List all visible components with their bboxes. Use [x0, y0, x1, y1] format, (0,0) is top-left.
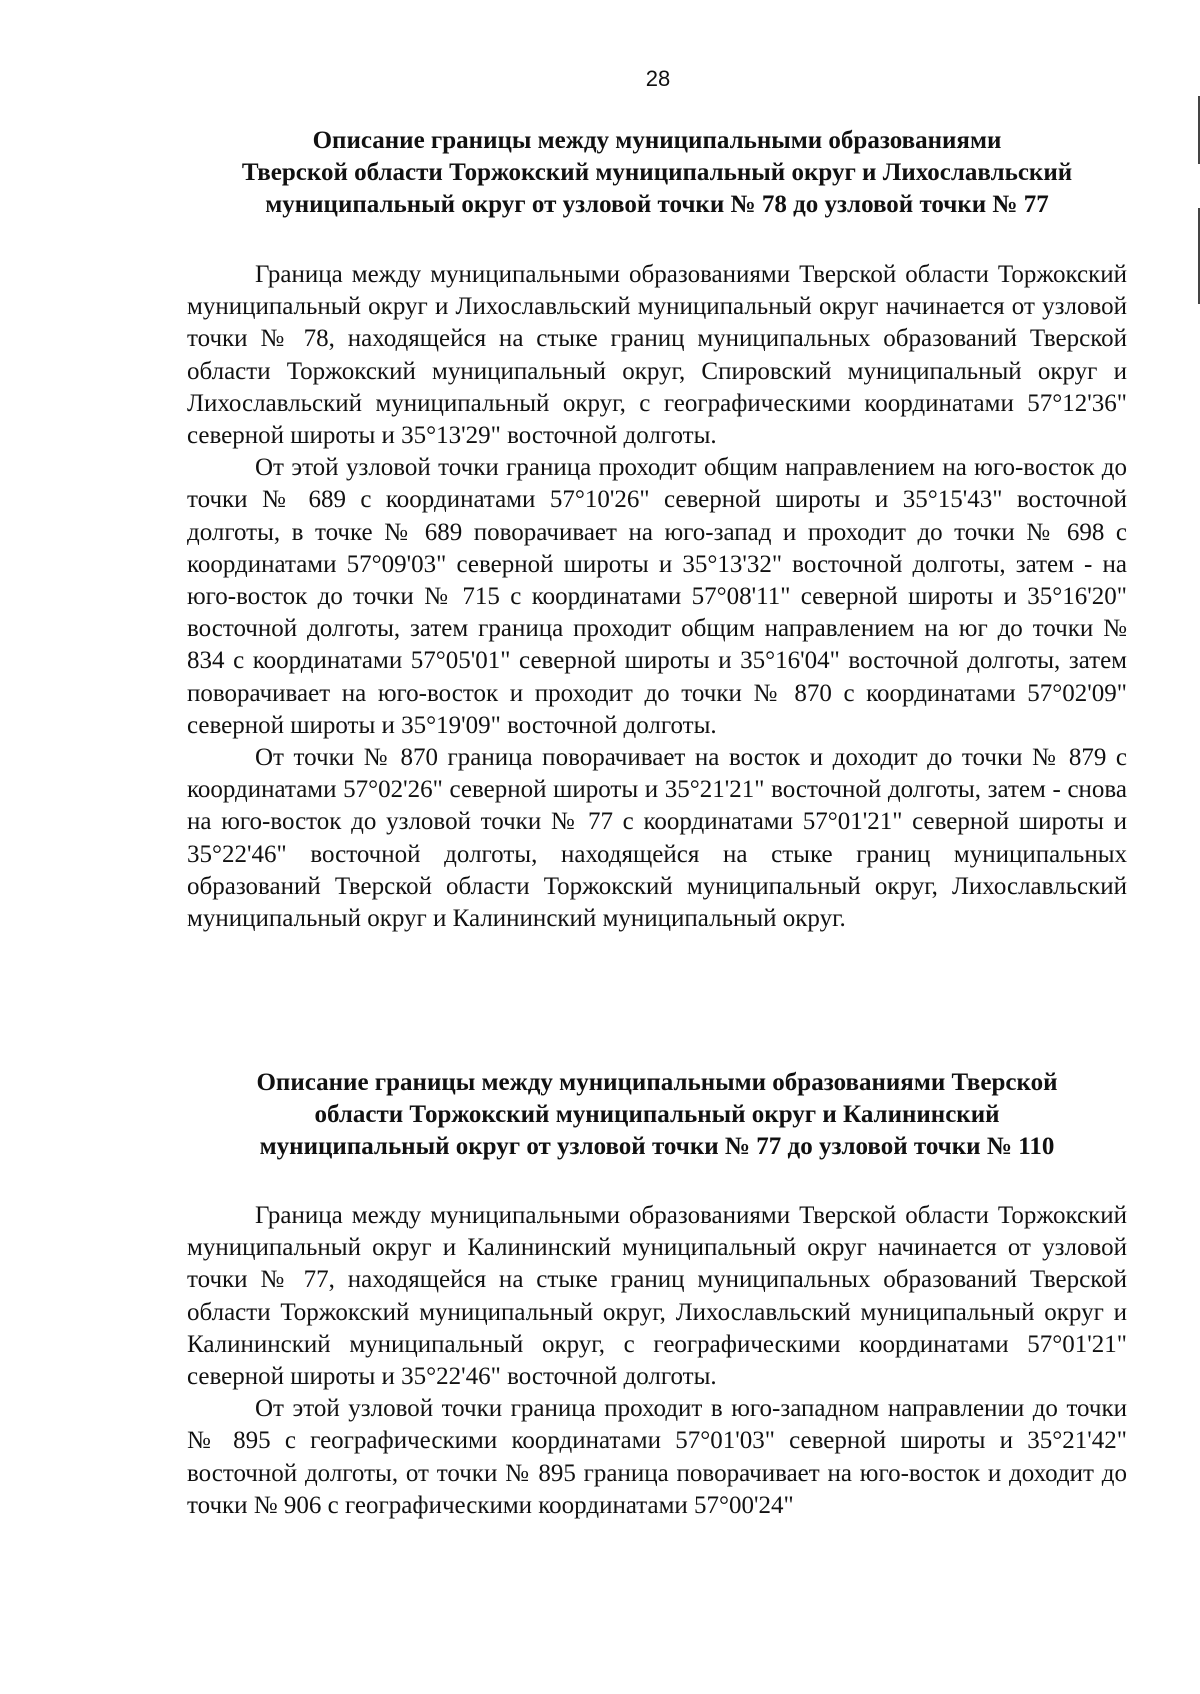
paragraph: От этой узловой точки граница проходит общим направлением на юго-восток до точки № 689 с координатами 57°10'26" северной широты и 35°15'43" восточной долготы, в точке № 689 поворачивает на юго-запад и проходит до точки № 698 с координатами 57°09'03" северной широты и 35°13'32" восточной долготы, затем - на юго-восток до точки № 715 с координатами 57°08'11" северной широты и 35°16'20" восточной долготы, затем граница проходит общим направлением на юг до точки № 834 с координатами 57°05'01" северной широты и 35°16'04" восточной долготы, затем поворачивает на юго-восток и проходит до точки № 870 с координатами 57°02'09" северной широты и 35°19'09" восточной долготы. [187, 454, 1127, 739]
heading-line: муниципальный округ от узловой точки № 77 до узловой точки № 110 [259, 1133, 1055, 1160]
heading-line: области Торжокский муниципальный округ и Калининский [314, 1101, 1000, 1128]
section-body [187, 259, 1127, 935]
section-boundary-78-77 [187, 125, 1127, 935]
heading-line: Описание границы между муниципальными образованиями [312, 127, 1002, 154]
page-number: 28 [645, 66, 671, 91]
heading-line: Описание границы между муниципальными образованиями Тверской [256, 1069, 1058, 1096]
paragraph: Граница между муниципальными образованиями Тверской области Торжокский муниципальный округ и Лихославльский муниципальный округ начинается от узловой точки № 78, находящейся на стыке границ муниципальных образований Тверской области Торжокский муниципальный округ, Спировский муниципальный округ и Лихославльский муниципальный округ, с географическими координатами 57°12'36" северной широты и 35°13'29" восточной долготы. [187, 261, 1127, 450]
heading-line: муниципальный округ от узловой точки № 78 до узловой точки № 77 [265, 191, 1049, 218]
section-heading [187, 1067, 1127, 1163]
paragraph: Граница между муниципальными образованиями Тверской области Торжокский муниципальный округ и Калининский муниципальный округ начинается от узловой точки № 77, находящейся на стыке границ муниципальных образований Тверской области Торжокский муниципальный округ, Лихославльский муниципальный округ и Калининский муниципальный округ, с географическими координатами 57°01'21" северной широты и 35°22'46" восточной долготы. [187, 1202, 1127, 1391]
heading-line: Тверской области Торжокский муниципальный округ и Лихославльский [241, 159, 1073, 186]
section-boundary-77-110 [187, 1067, 1127, 1522]
paragraph: От этой узловой точки граница проходит в юго-западном направлении до точки № 895 с географическими координатами 57°01'03" северной широты и 35°21'42" восточной долготы, от точки № 895 граница поворачивает на юго-восток и доходит до точки № 906 с географическими координатами 57°00'24" [187, 1395, 1127, 1519]
section-heading [187, 125, 1127, 221]
paragraph: От точки № 870 граница поворачивает на восток и доходит до точки № 879 с координатами 57°02'26" северной широты и 35°21'21" восточной долготы, затем - снова на юго-восток до узловой точки № 77 с координатами 57°01'21" северной широты и 35°22'46" восточной долготы, находящейся на стыке границ муниципальных образований Тверской области Торжокский муниципальный округ, Лихославльский муниципальный округ и Калининский муниципальный округ. [187, 744, 1127, 933]
section-body [187, 1200, 1127, 1522]
